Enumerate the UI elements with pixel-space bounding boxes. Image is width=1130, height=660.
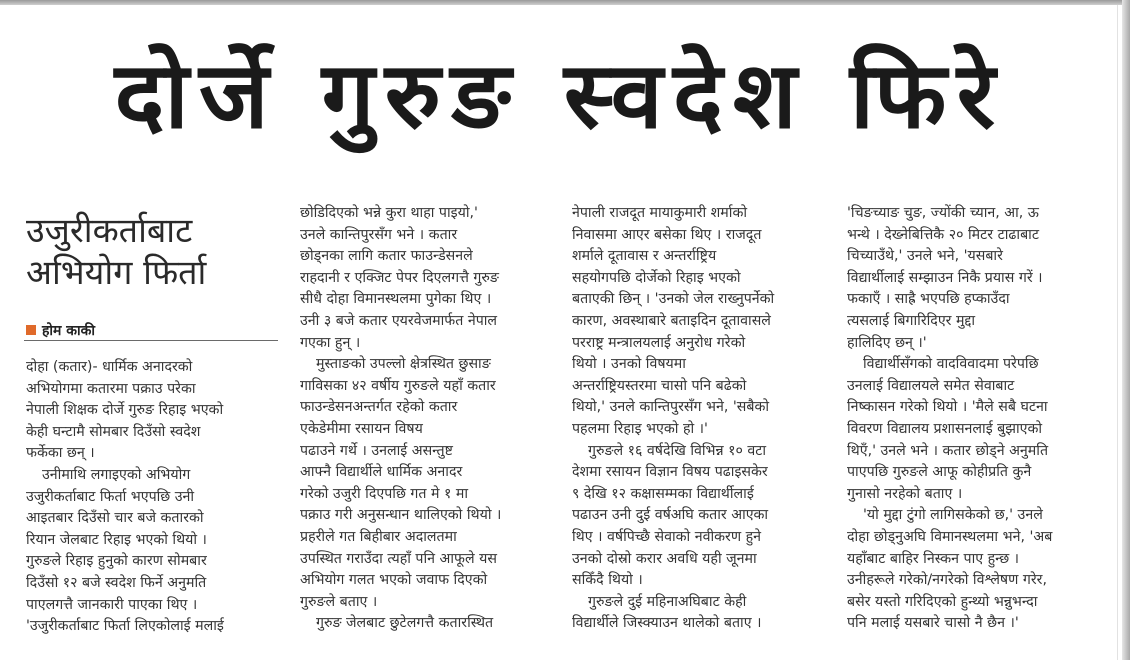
article-text-line: पहलमा रिहाइ भएको हो ।' xyxy=(572,420,708,437)
article-text-line: उनलाई विद्यालयले समेत सेवाबाट xyxy=(847,377,1015,394)
article-text-line: थियो,' उनले कान्तिपुरसँग भने, 'सबैको xyxy=(572,399,770,416)
article-text-line: आफ्नै विद्यार्थीले धार्मिक अनादर xyxy=(300,464,463,481)
article-text-line: पाएपछि गुरुङले आफू कोहीप्रति कुनै xyxy=(847,464,1032,481)
byline-author: होम काकी xyxy=(42,322,96,339)
article-text-line: फर्केका छन् । xyxy=(26,445,95,462)
article-headline: दोर्जे गुरुङ स्वदेश फिरे xyxy=(114,42,1006,149)
article-text-line: अभियोगमा कतारमा पक्राउ परेका xyxy=(26,380,196,397)
article-text-line: विद्यार्थीलाई सम्झाउन निकै प्रयास गरें । xyxy=(847,269,1043,286)
article-text-line: निष्कासन गरेको थियो । 'मैले सबै घटना xyxy=(847,399,1048,416)
article-text-line: रियान जेलबाट रिहाइ भएको थियो । xyxy=(26,531,207,548)
article-text-line: उनको दोस्रो करार अवधि यही जूनमा xyxy=(572,550,757,567)
page-frame-right-border xyxy=(1122,0,1130,660)
article-text-line: राहदानी र एक्जिट पेपर दिएलगत्तै गुरुङ xyxy=(300,269,499,286)
article-text-line: 'यो मुद्दा टुंगो लागिसकेको छ,' उनले xyxy=(863,507,1043,524)
article-text-line: हालिदिए छन् ।' xyxy=(847,334,927,351)
article-text-line: उनी ३ बजे कतार एयरवेजमार्फत नेपाल xyxy=(300,312,498,329)
article-text-line: नेपाली शिक्षक दोर्जे गुरुङ रिहाइ भएको xyxy=(26,402,224,419)
article-text-line: उनले कान्तिपुरसँग भने । कतार xyxy=(300,226,458,243)
article-text-line: छोड्नका लागि कतार फाउन्डेसनले xyxy=(300,248,473,265)
article-text-line: दोहा छोड्नुअघि विमानस्थलमा भने, 'अब xyxy=(847,528,1053,545)
article-column-3 xyxy=(572,203,817,635)
article-subheadline xyxy=(26,210,276,294)
page-frame-inner-rule xyxy=(1117,5,1118,660)
article-text-line: थिएँ,' उनले भने । कतार छोड्ने अनुमति xyxy=(847,442,1049,459)
article-text-line: मुस्ताङको उपल्लो क्षेत्रस्थित छुसाङ xyxy=(316,356,491,373)
article-text-line: बसेर यस्तो गरिदिएको हुन्थ्यो भन्नुभन्दा xyxy=(847,593,1038,610)
article-text-line: पनि मलाई यसबारे चासो नै छैन ।' xyxy=(847,615,1019,632)
article-text-line: उजुरीकर्ताबाट फिर्ता भएपछि उनी xyxy=(26,488,195,505)
article-text-line: विवरण विद्यालय प्रशासनलाई बुझाएको xyxy=(847,420,1043,437)
article-text-line: अन्तर्राष्ट्रियस्तरमा चासो पनि बढेको xyxy=(572,377,747,394)
article-text-line: प्रहरीले गत बिहीबार अदालतमा xyxy=(300,528,457,545)
article-text-line: सीधै दोहा विमानस्थलमा पुगेका थिए । xyxy=(300,291,492,308)
article-text-line: गुरुङले १६ वर्षदेखि विभिन्न १० वटा xyxy=(588,442,767,459)
article-text-line: पढाउने गर्थे । उनलाई असन्तुष्ट xyxy=(300,442,453,459)
byline-marker-icon xyxy=(26,325,36,335)
article-text-line: चिच्याउँथे,' उनले भने, 'यसबारे xyxy=(847,248,1003,265)
article-text-line: पाएलगत्तै जानकारी पाएका थिए । xyxy=(26,596,198,613)
article-text-line: अभियोग गलत भएको जवाफ दिएको xyxy=(300,572,488,589)
article-text-line: सकिँदै थियो । xyxy=(572,572,643,589)
article-text-line: केही घन्टामै सोमबार दिउँसो स्वदेश xyxy=(26,423,201,440)
article-text-line: गुरुङले बताए । xyxy=(300,593,378,610)
article-text-line: उपस्थित गराउँदा त्यहाँ पनि आफूले यस xyxy=(300,550,497,567)
article-text-line: निवासमा आएर बसेका थिए । राजदूत xyxy=(572,226,762,243)
article-text-line: दोहा (कतार)- धार्मिक अनादरको xyxy=(26,359,193,375)
article-text-line: गुनासो नरहेको बताए । xyxy=(847,485,963,502)
article-text-line: गएका हुन् । xyxy=(300,334,361,351)
article-column-4 xyxy=(847,203,1097,635)
subheadline-line-2: अभियोग फिर्ता xyxy=(26,253,207,293)
article-text-line: विद्यार्थीले जिस्क्याउन थालेको बताए । xyxy=(572,615,762,632)
article-text-line: बताएकी छिन् । 'उनको जेल राख्नुपर्नेको xyxy=(572,291,775,308)
article-text-line: नेपाली राजदूत मायाकुमारी शर्माको xyxy=(572,205,748,221)
byline-divider xyxy=(24,340,278,341)
article-text-line: गुरुङ जेलबाट छुटेलगत्तै कतारस्थित xyxy=(316,615,494,632)
article-column-2 xyxy=(300,203,570,635)
article-text-line: पढाउन उनी दुई वर्षअघि कतार आएका xyxy=(572,507,769,524)
article-text-line: थियो । उनको विषयमा xyxy=(572,356,686,373)
article-text-line: छोडिदिएको भन्ने कुरा थाहा पाइयो,' xyxy=(300,205,478,221)
byline xyxy=(26,319,276,341)
article-text-line: गुरुङले रिहाइ हुनुको कारण सोमबार xyxy=(26,553,207,570)
article-text-line: यहाँबाट बाहिर निस्कन पाए हुन्छ । xyxy=(847,550,1020,567)
article-text-line: कारण, अवस्थाबारे बताइदिन दूतावासले xyxy=(572,312,771,329)
article-text-line: भन्थे । देख्नेबित्तिकै २० मिटर टाढाबाट xyxy=(847,226,1039,243)
article-text-line: देशमा रसायन विज्ञान विषय पढाइसकेर xyxy=(572,464,768,481)
article-text-line: उनीमाथि लगाइएको अभियोग xyxy=(42,466,191,483)
article-text-line: दिउँसो १२ बजे स्वदेश फिर्ने अनुमति xyxy=(26,574,207,591)
article-text-line: परराष्ट्र मन्त्रालयलाई अनुरोध गरेको xyxy=(572,334,746,351)
article-text-line: गरेको उजुरी दिएपछि गत मे १ मा xyxy=(300,485,469,502)
article-text-line: गुरुङले दुई महिनाअघिबाट केही xyxy=(588,593,747,610)
article-text-line: आइतबार दिउँसो चार बजे कतारको xyxy=(26,510,204,527)
page-frame-top-border xyxy=(0,0,1130,5)
article-text-line: त्यसलाई बिगारिदिएर मुद्दा xyxy=(847,312,976,329)
article-text-line: पक्राउ गरी अनुसन्धान थालिएको थियो । xyxy=(300,507,502,524)
article-column-1 xyxy=(26,357,281,638)
article-text-line: उनीहरूले गरेको/नगरेको विश्लेषण गरेर, xyxy=(847,572,1047,589)
article-text-line: विद्यार्थीसँगको वादविवादमा परेपछि xyxy=(863,356,1039,373)
article-text-line: 'उजुरीकर्ताबाट फिर्ता लिएकोलाई मलाई xyxy=(26,618,224,635)
subheadline-line-1: उजुरीकर्ताबाट xyxy=(26,211,193,251)
article-text-line: एकेडेमीमा रसायन विषय xyxy=(300,420,423,437)
article-text-line: 'चिङच्याङ चुङ, ज्योंकी च्यान, आ, ऊ xyxy=(847,205,1039,221)
article-text-line: फकाएँ । साह्रै भएपछि हप्काउँदा xyxy=(847,291,1010,308)
article-text-line: फाउन्डेसनअन्तर्गत रहेको कतार xyxy=(300,399,458,416)
article-text-line: ९ देखि १२ कक्षासम्मका विद्यार्थीलाई xyxy=(572,485,754,502)
article-text-line: गाविसका ४२ वर्षीय गुरुङले यहाँ कतार xyxy=(300,377,496,394)
article-text-line: सहयोगपछि दोर्जेको रिहाइ भएको xyxy=(572,269,741,286)
article-text-line: थिए । वर्षपिच्छै सेवाको नवीकरण हुने xyxy=(572,528,762,545)
article-text-line: शर्माले दूतावास र अन्तर्राष्ट्रिय xyxy=(572,248,717,265)
